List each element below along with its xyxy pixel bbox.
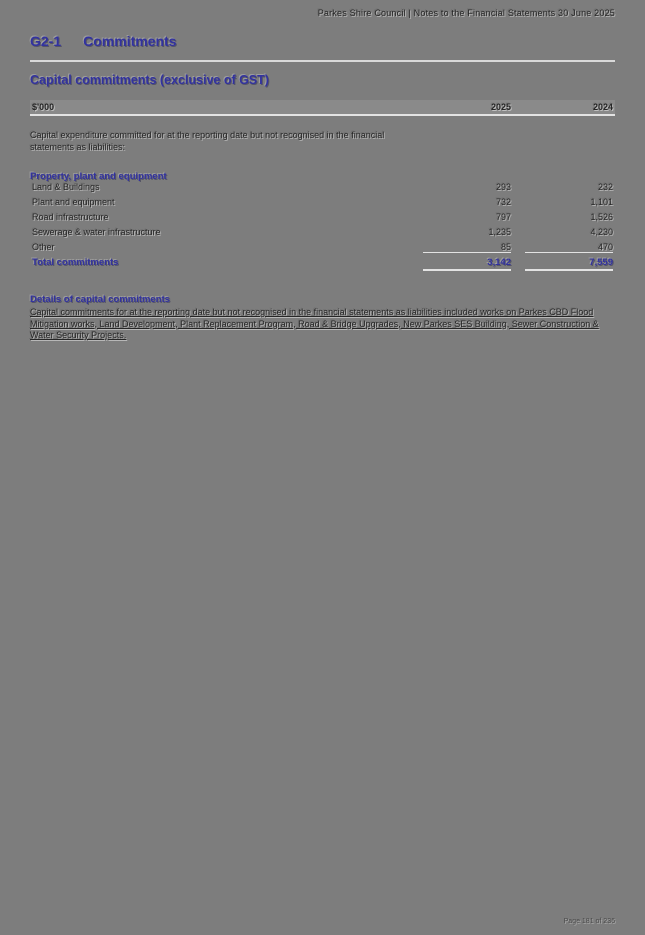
table-total-row: [30, 257, 615, 274]
row-label: Other: [32, 242, 55, 252]
horizontal-rule: [30, 60, 615, 62]
row-label: Sewerage & water infrastructure: [32, 227, 161, 237]
column-header-2025: 2025: [490, 102, 511, 112]
unit-header: $'000: [32, 102, 55, 112]
column-header-2024: 2024: [592, 102, 613, 112]
running-header: Parkes Shire Council | Notes to the Financial Statements 30 June 2025: [317, 8, 615, 18]
table-row: [30, 227, 615, 242]
details-heading: Details of capital commitments: [30, 294, 170, 305]
value-2025: 293: [495, 182, 511, 192]
value-2025: 1,235: [488, 227, 511, 237]
table-group-header: Property, plant and equipment: [30, 171, 167, 182]
table-row: [30, 182, 615, 197]
value-2025: 732: [495, 197, 511, 207]
row-label: Land & Buildings: [32, 182, 100, 192]
total-label: Total commitments: [32, 257, 119, 268]
value-2024: 1,526: [590, 212, 613, 222]
section-code: G2-1: [30, 33, 62, 49]
value-2024: 1,101: [590, 197, 613, 207]
value-2024: 232: [597, 182, 613, 192]
table-intro-text: Capital expenditure committed for at the reporting date but not recognised in the financial statements as liabilities:: [30, 130, 385, 152]
page-number-footer: Page 181 of 236: [563, 918, 615, 925]
row-label: Plant and equipment: [32, 197, 115, 207]
page-content: [30, 0, 615, 342]
value-2025: 797: [495, 212, 511, 222]
section-title: [30, 33, 615, 49]
section-name: Commitments: [83, 33, 177, 49]
total-2025: 3,142: [423, 257, 511, 271]
row-label: Road infrastructure: [32, 212, 109, 222]
details-paragraph: Capital commitments for at the reporting date but not recognised in the financial statements as liabilities included works on Parkes CBD Flood Mitigation works, Land Development, Plant Replacement Program, Road & Bridge Upgrades, New Parkes SES Building, Sewer Construction & Water Security Projects.: [30, 307, 599, 340]
table-row: [30, 212, 615, 227]
value-2025: 85: [423, 242, 511, 253]
value-2024: 4,230: [590, 227, 613, 237]
table-row: [30, 242, 615, 257]
value-2024: 470: [525, 242, 613, 253]
note-subtitle: Capital commitments (exclusive of GST): [30, 73, 269, 87]
table-header-row: [30, 100, 615, 116]
table-row: [30, 197, 615, 212]
total-2024: 7,559: [525, 257, 613, 271]
